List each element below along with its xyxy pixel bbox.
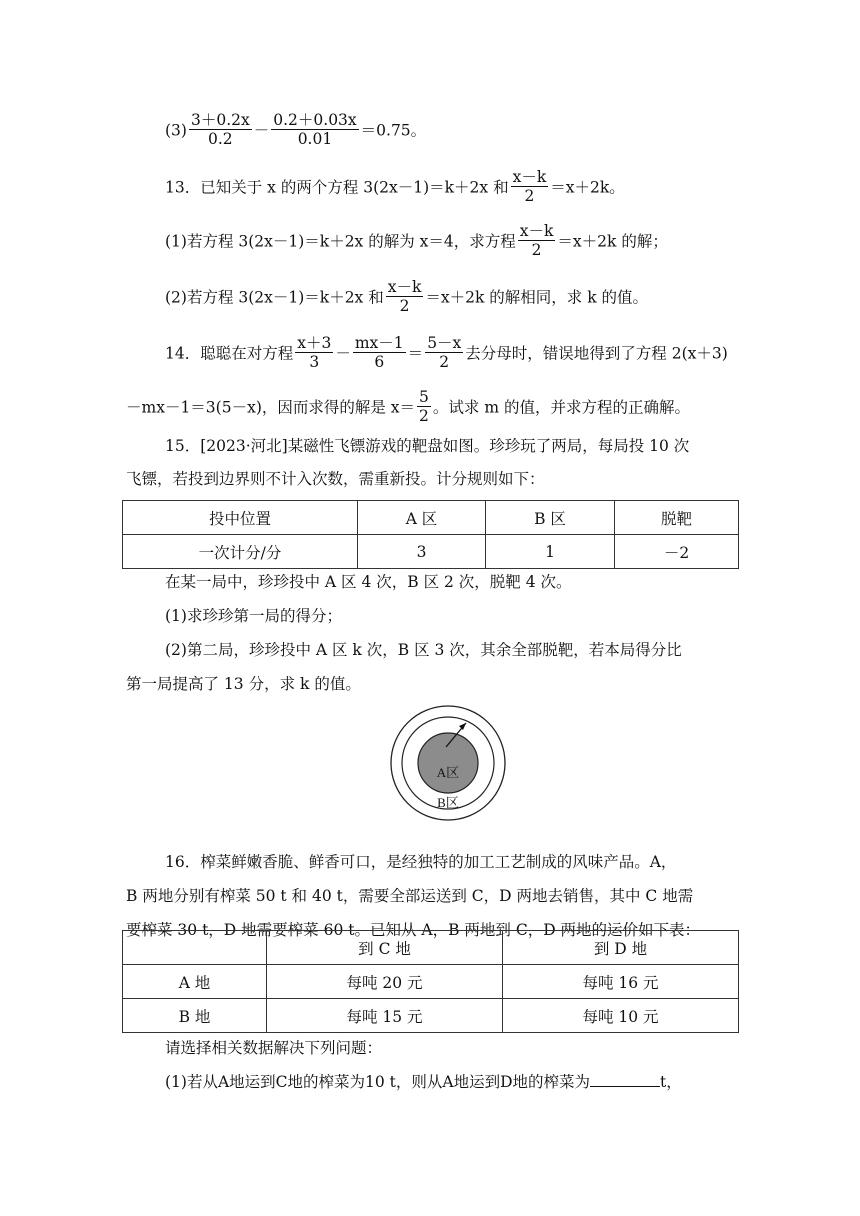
fraction-numerator: x－k: [519, 222, 554, 240]
table-cell: 每吨 16 元: [503, 965, 739, 999]
fraction-denominator: 3: [309, 353, 320, 371]
fraction-numerator: x－k: [512, 168, 547, 186]
fraction-numerator: 5－x: [427, 334, 462, 352]
q14-fraction-1: [295, 334, 333, 371]
minus-sign: －: [253, 121, 270, 140]
q12-3-rhs: ＝0.75。: [360, 121, 427, 140]
q15-after-table: 在某一局中，珍珍投中 A 区 4 次，B 区 2 次，脱靶 4 次。: [165, 573, 572, 591]
table-cell: 每吨 10 元: [503, 999, 739, 1033]
table-cell: 3: [358, 535, 486, 569]
q16-stem-line-2: B 两地分别有榨菜 50 t 和 40 t，需要全部运送到 C，D 两地去销售，其中 C 地需: [126, 887, 694, 905]
table-row: [123, 535, 739, 569]
q14-line-2-text: －mx－1＝3(5－x)，因而求得的解是 x＝: [126, 398, 416, 417]
fraction-numerator: x－k: [387, 278, 422, 296]
q14-solution-fraction: [417, 388, 431, 425]
q14-fraction-2: [353, 334, 406, 371]
table-cell: 一次计分/分: [123, 535, 358, 569]
table-cell: 每吨 20 元: [267, 965, 503, 999]
fraction-denominator: 2: [439, 353, 450, 371]
table-header-cell: 脱靶: [615, 501, 739, 535]
q13-stem-text: 13．已知关于 x 的两个方程 3(2x－1)＝k＋2x 和: [165, 178, 509, 197]
q16-stem-line-3: 要榨菜 30 t，D 地需要榨菜 60 t。已知从 A，B 两地到 C，D 两地的运价如下表：: [126, 921, 701, 939]
fraction-denominator: 2: [524, 187, 535, 205]
q13-part-1-text: (1)若方程 3(2x－1)＝k＋2x 的解为 x＝4，求方程: [165, 232, 516, 251]
q13-part-2: [165, 280, 648, 317]
q15-part-2-line-2: 第一局提高了 13 分，求 k 的值。: [126, 675, 361, 693]
q16-part-1-unit: t，: [660, 1073, 682, 1091]
table-header-row: [123, 931, 739, 965]
q16-freight-table: [122, 930, 739, 1033]
table-header-cell: 到 D 地: [503, 931, 739, 965]
q13-part-2-fraction: [386, 278, 424, 315]
q15-stem-line-1: 15．[2023·河北]某磁性飞镖游戏的靶盘如图。珍珍玩了两局，每局投 10 次: [165, 437, 690, 455]
fraction-numerator: 5: [419, 388, 429, 406]
q15-part-1: (1)求珍珍第一局的得分；: [165, 607, 342, 625]
q12-3-fraction-1: [189, 111, 252, 148]
q12-3-equation: [165, 113, 426, 150]
q13-part-2-text: (2)若方程 3(2x－1)＝k＋2x 和: [165, 288, 384, 307]
fraction-denominator: 2: [419, 407, 429, 425]
q16-part-1-text: (1)若从A地运到C地的榨菜为10 t，则从A地运到D地的榨菜为: [165, 1073, 591, 1091]
q12-3-fraction-2: [271, 111, 358, 148]
q13-part-1-fraction: [518, 222, 556, 259]
q12-3-label: (3): [165, 121, 187, 140]
minus-sign: －: [335, 344, 351, 363]
table-cell: －2: [615, 535, 739, 569]
dartboard-figure: [389, 704, 507, 822]
q13-fraction: [511, 168, 549, 205]
inner-circle-a-zone: [418, 733, 478, 793]
q14-fraction-3: [425, 334, 463, 371]
q14-stem-line-1: [165, 336, 728, 373]
table-header-row: [123, 501, 739, 535]
q14-stem-text-end: 去分母时，错误地得到了方程 2(x＋3): [465, 344, 728, 363]
table-row: [123, 965, 739, 999]
fraction-numerator: 0.2＋0.03x: [273, 111, 357, 129]
fraction-denominator: 0.2: [208, 130, 233, 148]
table-row: [123, 999, 739, 1033]
q13-part-1-text-end: ＝x＋2k 的解；: [557, 232, 668, 251]
fraction-denominator: 0.01: [297, 130, 333, 148]
fraction-denominator: 2: [531, 241, 542, 259]
fraction-denominator: 6: [374, 353, 385, 371]
fraction-denominator: 2: [399, 297, 410, 315]
q15-part-2-line-1: (2)第二局，珍珍投中 A 区 k 次，B 区 3 次，其余全部脱靶，若本局得分比: [165, 641, 682, 659]
table-cell: 每吨 15 元: [267, 999, 503, 1033]
table-cell: A 地: [123, 965, 267, 999]
table-cell: 1: [486, 535, 615, 569]
b-zone-label: B区: [437, 795, 459, 810]
table-header-cell: [123, 931, 267, 965]
q14-stem-line-2: [126, 390, 690, 427]
q16-stem-line-1: 16．榨菜鲜嫩香脆、鲜香可口，是经独特的加工工艺制成的风味产品。A，: [165, 853, 677, 871]
table-header-cell: B 区: [486, 501, 615, 535]
fraction-numerator: mx－1: [354, 334, 404, 352]
table-header-cell: A 区: [358, 501, 486, 535]
table-cell: B 地: [123, 999, 267, 1033]
table-header-cell: 到 C 地: [267, 931, 503, 965]
q15-stem-line-2: 飞镖，若投到边界则不计入次数，需重新投。计分规则如下：: [126, 470, 545, 488]
equals-sign: ＝: [407, 344, 424, 363]
answer-blank[interactable]: [590, 1072, 660, 1087]
q13-part-2-text-end: ＝x＋2k 的解相同，求 k 的值。: [425, 288, 649, 307]
fraction-numerator: 3＋0.2x: [190, 111, 250, 129]
table-header-cell: 投中位置: [123, 501, 358, 535]
q13-part-1: [165, 224, 668, 261]
q14-line-2-text-end: 。试求 m 的值，并求方程的正确解。: [432, 398, 690, 417]
q13-stem-text-end: ＝x＋2k。: [550, 178, 625, 197]
q14-stem-text: 14．聪聪在对方程: [165, 344, 294, 363]
q13-stem: [165, 170, 625, 207]
q16-after-table: 请选择相关数据解决下列问题：: [165, 1039, 383, 1057]
q15-scoring-table: [122, 500, 739, 569]
fraction-numerator: x＋3: [297, 334, 332, 352]
q16-part-1: [165, 1070, 682, 1094]
a-zone-label: A区: [436, 765, 460, 780]
